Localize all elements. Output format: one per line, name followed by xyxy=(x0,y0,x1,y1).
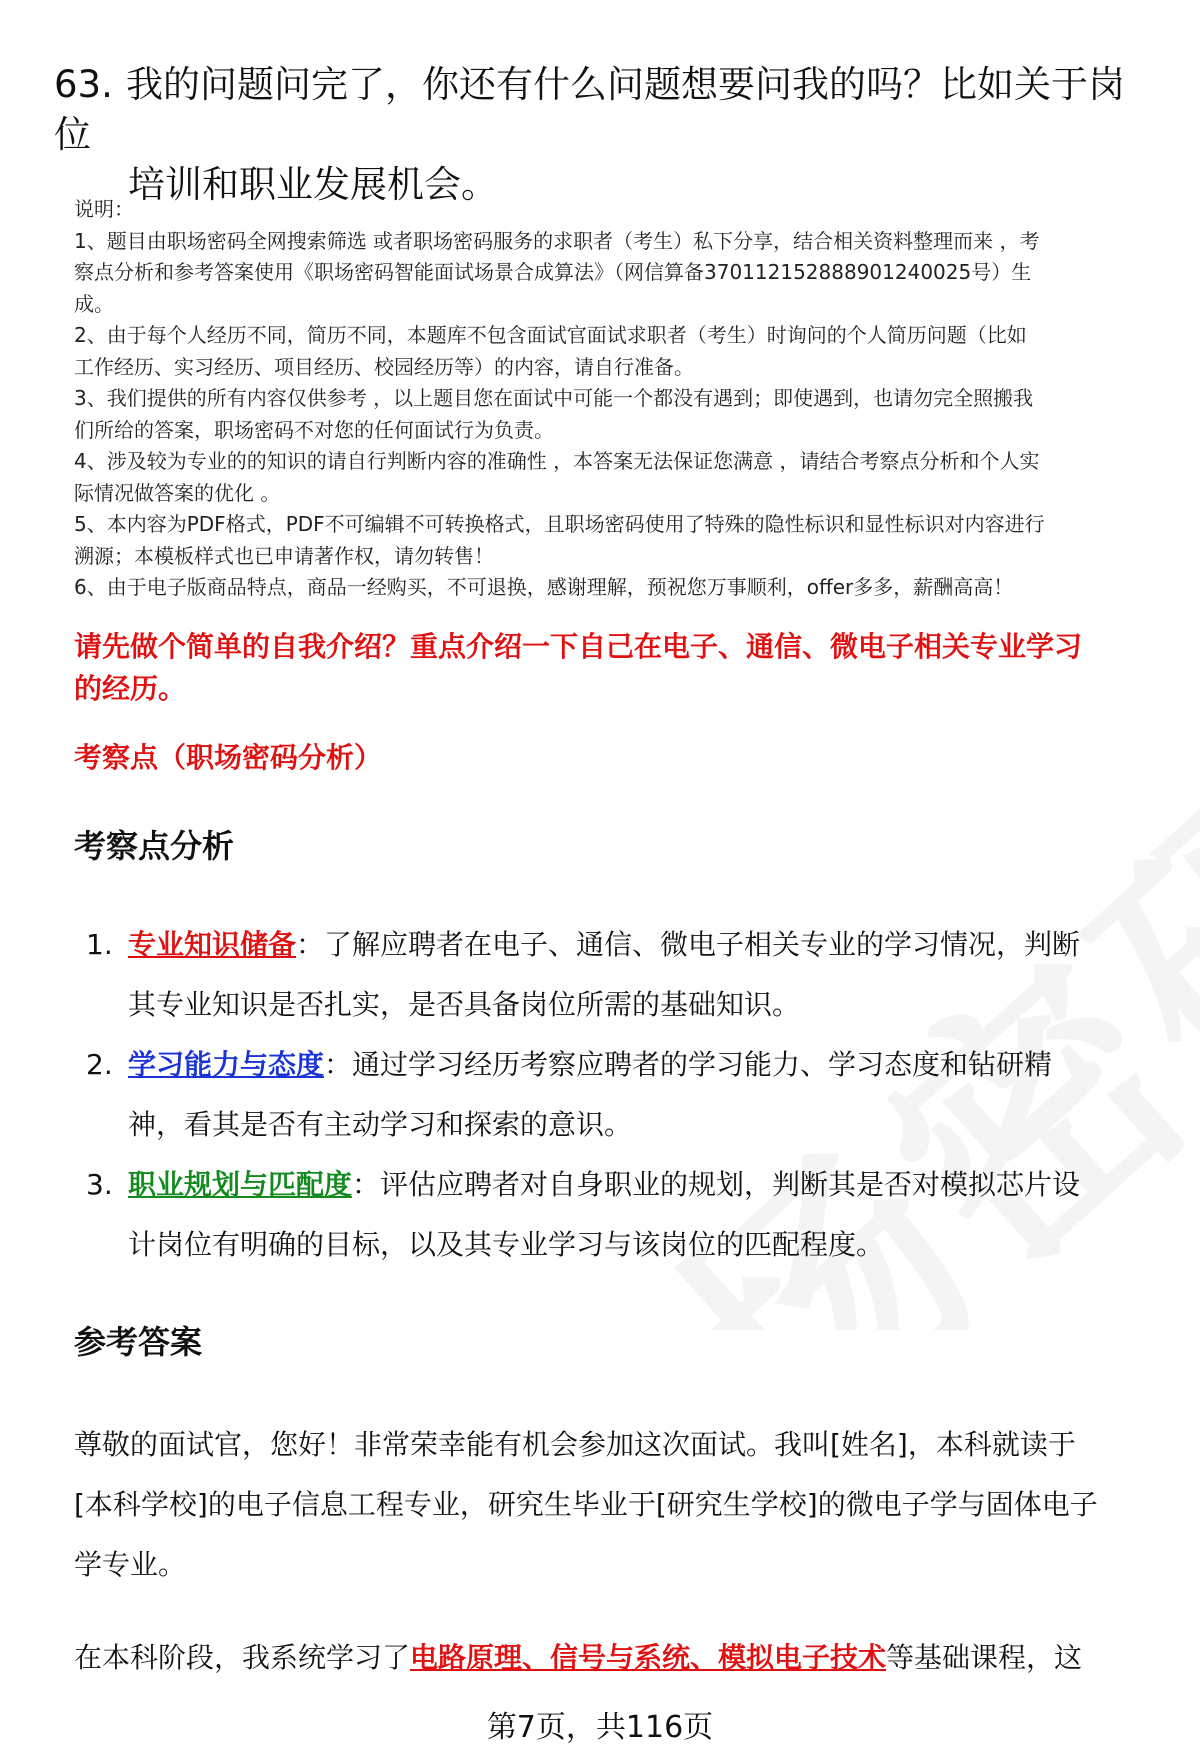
answer-paragraph xyxy=(74,1415,1164,1595)
question-line-2: 培训和职业发展机会。 xyxy=(128,163,498,206)
question-line-1: 我的问题问完了，你还有什么问题想要问我的吗？比如关于岗位 xyxy=(54,63,1125,156)
notes-line: 察点分析和参考答案使用《职场密码智能面试场景合成算法》（网信算备370112152888901240025号）生 xyxy=(74,260,1032,284)
notes-line: 们所给的答案，职场密码不对您的任何面试行为负责。 xyxy=(74,417,554,442)
notes-line: 溯源；本模板样式也已申请著作权，请勿转售！ xyxy=(74,543,494,568)
answer-text: 尊敬的面试官，您好！非常荣幸能有机会参加这次面试。我叫[姓名]，本科就读于 xyxy=(74,1428,1076,1461)
disclaimer-notes xyxy=(74,194,1154,604)
analysis-text: 计岗位有明确的目标，以及其专业学习与该岗位的匹配程度。 xyxy=(128,1228,885,1261)
interview-question-line-1: 请先做个简单的自我介绍？重点介绍一下自己在电子、通信、微电子相关专业学习 xyxy=(74,630,1083,663)
notes-line: 成。 xyxy=(74,291,114,316)
analysis-text: 神，看其是否有主动学习和探索的意识。 xyxy=(128,1108,633,1141)
notes-line: 1、题目由职场密码全网搜索筛选 或者职场密码服务的求职者（考生）私下分享，结合相关资料整理而来 ，考 xyxy=(74,228,1040,253)
analysis-text: ：评估应聘者对自身职业的规划，判断其是否对模拟芯片设 xyxy=(352,1168,1081,1201)
notes-line: 际情况做答案的优化 。 xyxy=(74,480,281,505)
notes-line: 3、我们提供的所有内容仅供参考 ，以上题目您在面试中可能一个都没有遇到；即使遇到，也请勿完全照搬我 xyxy=(74,386,1034,410)
analysis-item-index: 1. xyxy=(86,928,113,961)
answer-paragraph xyxy=(74,1628,1164,1688)
answer-heading: 参考答案 xyxy=(74,1323,203,1361)
analysis-item xyxy=(74,1155,1154,1275)
analysis-keyword: 学习能力与态度 xyxy=(128,1048,325,1081)
analysis-keyword: 专业知识储备 xyxy=(128,928,297,961)
reference-answer xyxy=(74,1415,1164,1721)
analysis-text: ：通过学习经历考察应聘者的学习能力、学习态度和钻研精 xyxy=(324,1048,1053,1081)
analysis-item xyxy=(74,1035,1154,1155)
interview-question-line-2: 的经历。 xyxy=(74,672,187,705)
notes-line: 4、涉及较为专业的的知识的请自行判断内容的准确性 ，本答案无法保证您满意 ，请结合考察点分析和个人实 xyxy=(74,449,1040,473)
notes-heading: 说明： xyxy=(74,197,134,221)
analysis-heading: 考察点分析 xyxy=(74,827,235,865)
answer-keyword: 电路原理、信号与系统、模拟电子技术 xyxy=(410,1641,887,1674)
answer-text: 学专业。 xyxy=(74,1548,187,1581)
answer-text: 在本科阶段，我系统学习了 xyxy=(74,1641,411,1674)
analysis-keyword: 职业规划与匹配度 xyxy=(128,1168,353,1201)
analysis-text: ：了解应聘者在电子、通信、微电子相关专业的学习情况，判断 xyxy=(296,928,1081,961)
analysis-item-index: 3. xyxy=(86,1168,113,1201)
question-title xyxy=(54,60,1144,210)
answer-text: 等基础课程，这 xyxy=(886,1641,1083,1674)
analysis-item-index: 2. xyxy=(86,1048,113,1081)
notes-line: 工作经历、实习经历、项目经历、校园经历等）的内容，请自行准备。 xyxy=(74,354,694,379)
answer-text: [本科学校]的电子信息工程专业，研究生毕业于[研究生学校]的微电子学与固体电子 xyxy=(74,1488,1098,1521)
interview-question xyxy=(74,626,1154,710)
notes-line: 6、由于电子版商品特点，商品一经购买，不可退换，感谢理解，预祝您万事顺利，offer多多，薪酬高高！ xyxy=(74,575,1014,599)
analysis-text: 其专业知识是否扎实，是否具备岗位所需的基础知识。 xyxy=(128,988,801,1021)
question-number: 63. xyxy=(54,63,113,106)
analysis-item xyxy=(74,915,1154,1035)
analysis-list xyxy=(74,915,1154,1275)
notes-line: 2、由于每个人经历不同，简历不同，本题库不包含面试官面试求职者（考生）时询问的个人简历问题（比如 xyxy=(74,323,1027,347)
notes-line: 5、本内容为PDF格式，PDF不可编辑不可转换格式，且职场密码使用了特殊的隐性标识和显性标识对内容进行 xyxy=(74,512,1045,536)
page-number: 第7页，共116页 xyxy=(486,1710,714,1745)
assessment-point-label: 考察点（职场密码分析） xyxy=(74,741,383,774)
